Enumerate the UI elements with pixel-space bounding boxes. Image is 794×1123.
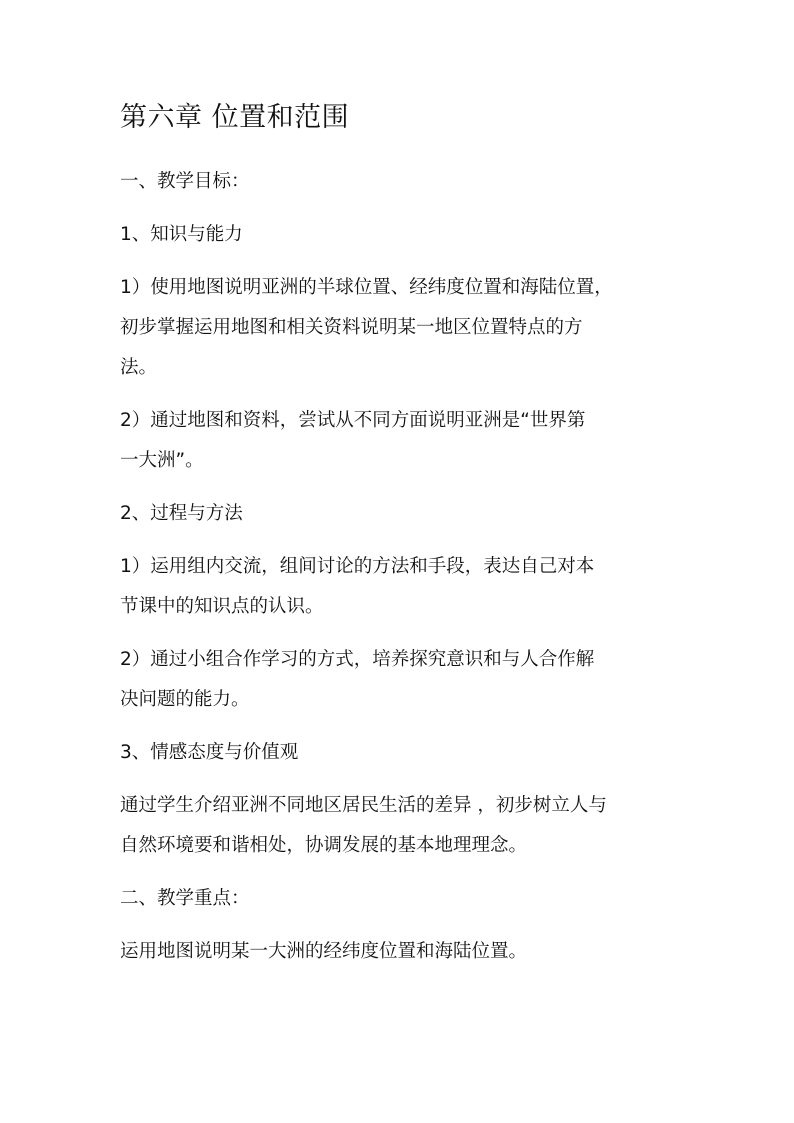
heading-teaching-objectives (120, 162, 680, 202)
text-line: 一大洲”。 (120, 450, 204, 471)
text-line: 1）运用组内交流，组间讨论的方法和手段，表达自己对本 (120, 556, 595, 577)
paragraph-process-1 (120, 547, 680, 627)
chapter-title: 第六章 位置和范围 (120, 102, 350, 133)
document-body (120, 98, 680, 985)
text-line: 运用地图说明某一大洲的经纬度位置和海陆位置。 (120, 941, 528, 962)
text-line: 2）通过地图和资料，尝试从不同方面说明亚洲是“世界第 (120, 410, 586, 431)
text-line: 二、教学重点： (120, 888, 250, 909)
text-line: 2）通过小组合作学习的方式，培养探究意识和与人合作解 (120, 649, 595, 670)
text-line: 3、情感态度与价值观 (120, 742, 299, 763)
subheading-process-method (120, 494, 680, 534)
paragraph-knowledge-2 (120, 401, 680, 481)
subheading-knowledge-ability (120, 215, 680, 255)
text-line: 1）使用地图说明亚洲的半球位置、经纬度位置和海陆位置， (120, 277, 613, 298)
text-line: 1、知识与能力 (120, 224, 243, 245)
text-line: 2、过程与方法 (120, 503, 243, 524)
paragraph-emotion (120, 786, 680, 866)
text-line: 一、教学目标： (120, 171, 250, 192)
paragraph-knowledge-1 (120, 268, 680, 388)
heading-teaching-key-points (120, 879, 680, 919)
text-line: 决问题的能力。 (120, 689, 250, 710)
paragraph-process-2 (120, 640, 680, 720)
text-line: 法。 (120, 357, 158, 378)
text-line: 节课中的知识点的认识。 (120, 596, 324, 617)
text-line: 通过学生介绍亚洲不同地区居民生活的差异 ，初步树立人与 (120, 795, 607, 816)
text-line: 自然环境要和谐相处，协调发展的基本地理理念。 (120, 835, 528, 856)
subheading-emotion-values (120, 733, 680, 773)
paragraph-key-points (120, 932, 680, 972)
text-line: 初步掌握运用地图和相关资料说明某一地区位置特点的方 (120, 317, 583, 338)
